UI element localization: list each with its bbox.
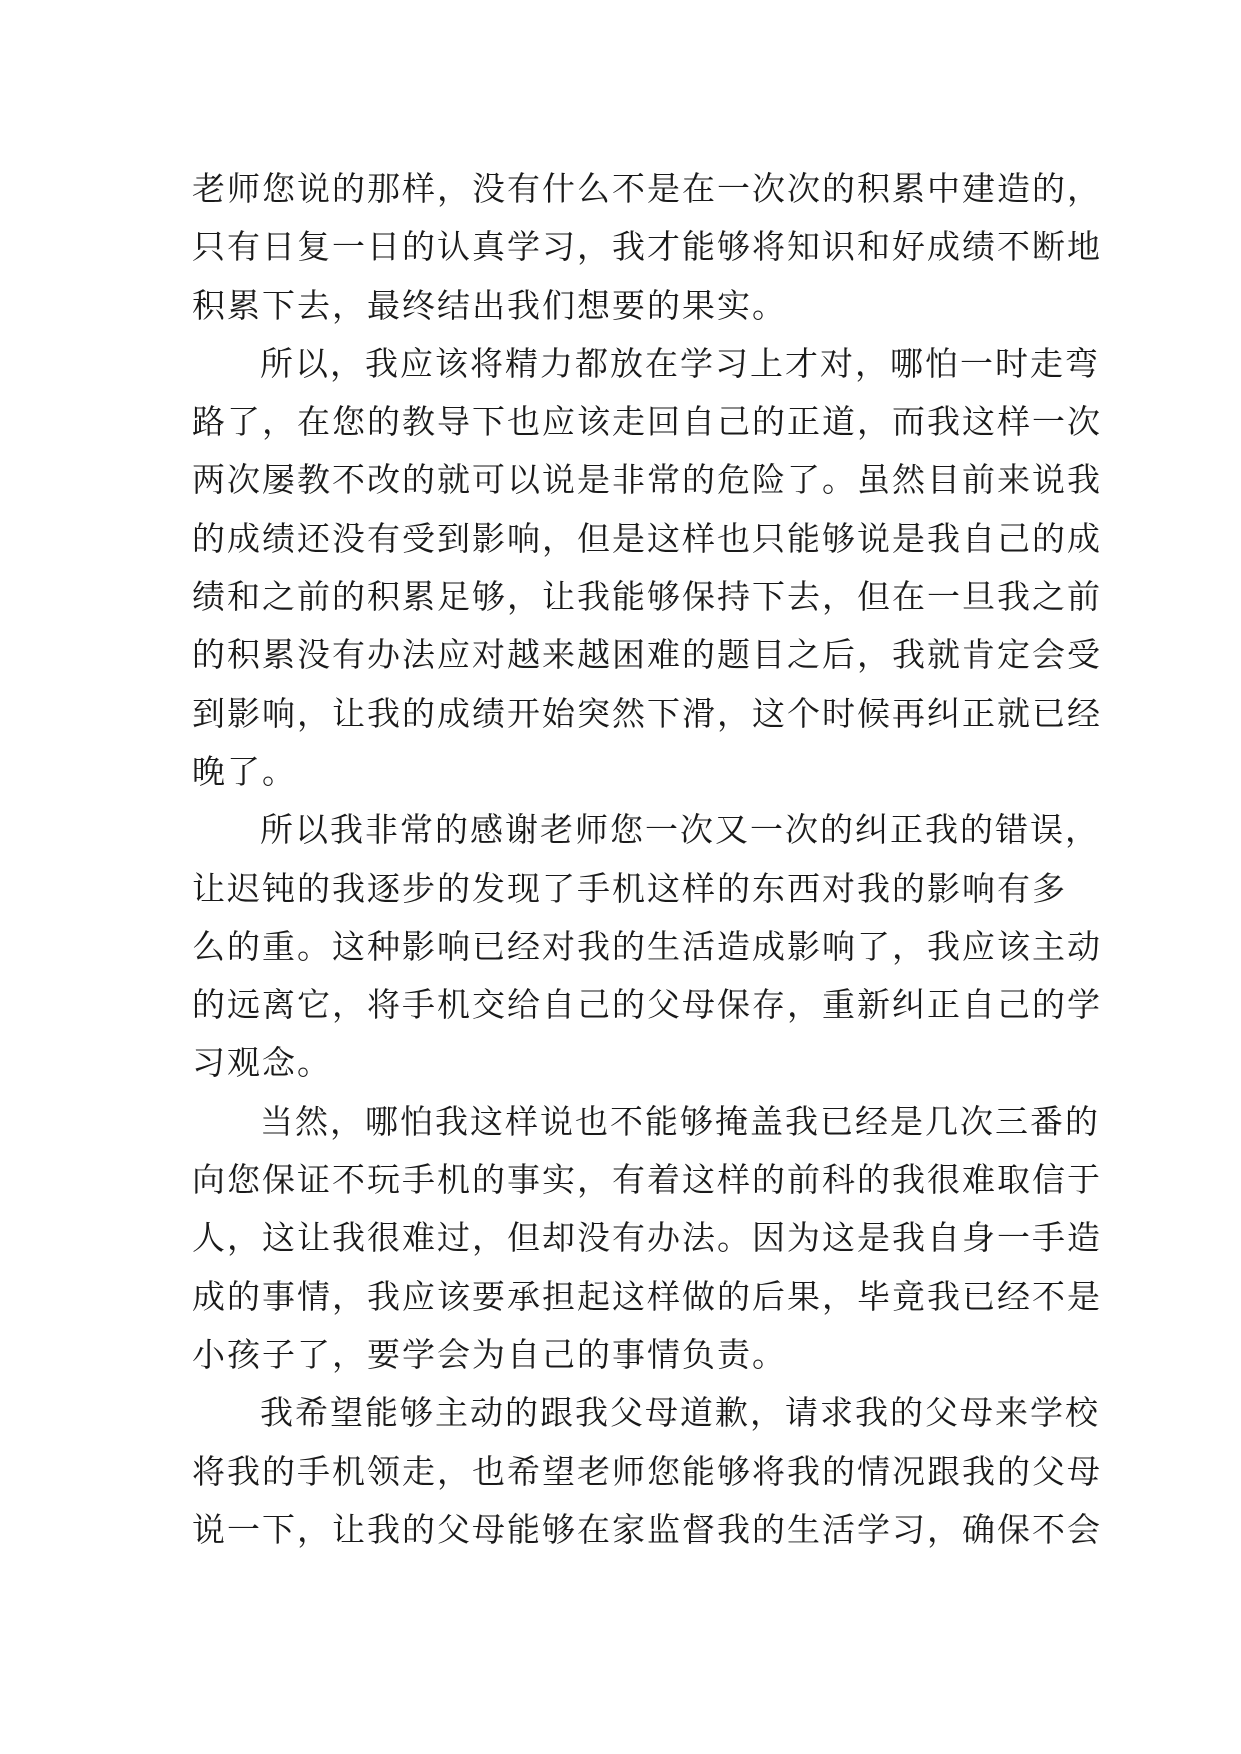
text-line: 两次屡教不改的就可以说是非常的危险了。虽然目前来说我 bbox=[192, 460, 1102, 500]
text-line: 晚了。 bbox=[192, 751, 297, 791]
body-text bbox=[192, 160, 1102, 1559]
paragraph-3 bbox=[192, 801, 1102, 1092]
text-line: 说一下，让我的父母能够在家监督我的生活学习，确保不会 bbox=[192, 1509, 1102, 1549]
text-line: 人，这让我很难过，但却没有办法。因为这是我自身一手造 bbox=[192, 1218, 1102, 1258]
text-line: 老师您说的那样，没有什么不是在一次次的积累中建造的， bbox=[192, 169, 1102, 208]
text-line: 只有日复一日的认真学习，我才能够将知识和好成绩不断地 bbox=[192, 227, 1102, 267]
text-line: 当然，哪怕我这样说也不能够掩盖我已经是几次三番的 bbox=[260, 1101, 1100, 1141]
text-line: 习观念。 bbox=[192, 1043, 332, 1083]
paragraph-5 bbox=[192, 1384, 1102, 1559]
text-line: 让迟钝的我逐步的发现了手机这样的东西对我的影响有多 bbox=[192, 868, 1067, 908]
text-line: 我希望能够主动的跟我父母道歉，请求我的父母来学校 bbox=[260, 1393, 1100, 1433]
text-line: 的成绩还没有受到影响，但是这样也只能够说是我自己的成 bbox=[192, 518, 1102, 558]
text-line: 绩和之前的积累足够，让我能够保持下去，但在一旦我之前 bbox=[192, 577, 1102, 617]
text-line: 的远离它，将手机交给自己的父母保存，重新纠正自己的学 bbox=[192, 985, 1102, 1025]
text-line: 所以我非常的感谢老师您一次又一次的纠正我的错误， bbox=[260, 810, 1100, 850]
text-line: 么的重。这种影响已经对我的生活造成影响了，我应该主动 bbox=[192, 926, 1102, 966]
text-line: 路了，在您的教导下也应该走回自己的正道，而我这样一次 bbox=[192, 402, 1102, 442]
text-line: 将我的手机领走，也希望老师您能够将我的情况跟我的父母 bbox=[192, 1451, 1102, 1491]
text-line: 的积累没有办法应对越来越困难的题目之后，我就肯定会受 bbox=[192, 635, 1102, 675]
text-line: 小孩子了，要学会为自己的事情负责。 bbox=[192, 1334, 787, 1374]
paragraph-2 bbox=[192, 335, 1102, 801]
paragraph-4 bbox=[192, 1093, 1102, 1384]
text-line: 积累下去，最终结出我们想要的果实。 bbox=[192, 285, 787, 325]
text-line: 成的事情，我应该要承担起这样做的后果，毕竟我已经不是 bbox=[192, 1276, 1102, 1316]
text-line: 向您保证不玩手机的事实，有着这样的前科的我很难取信于 bbox=[192, 1160, 1102, 1200]
paragraph-1 bbox=[192, 160, 1102, 335]
text-line: 所以，我应该将精力都放在学习上才对，哪怕一时走弯 bbox=[260, 343, 1100, 383]
text-line: 到影响，让我的成绩开始突然下滑，这个时候再纠正就已经 bbox=[192, 693, 1102, 733]
